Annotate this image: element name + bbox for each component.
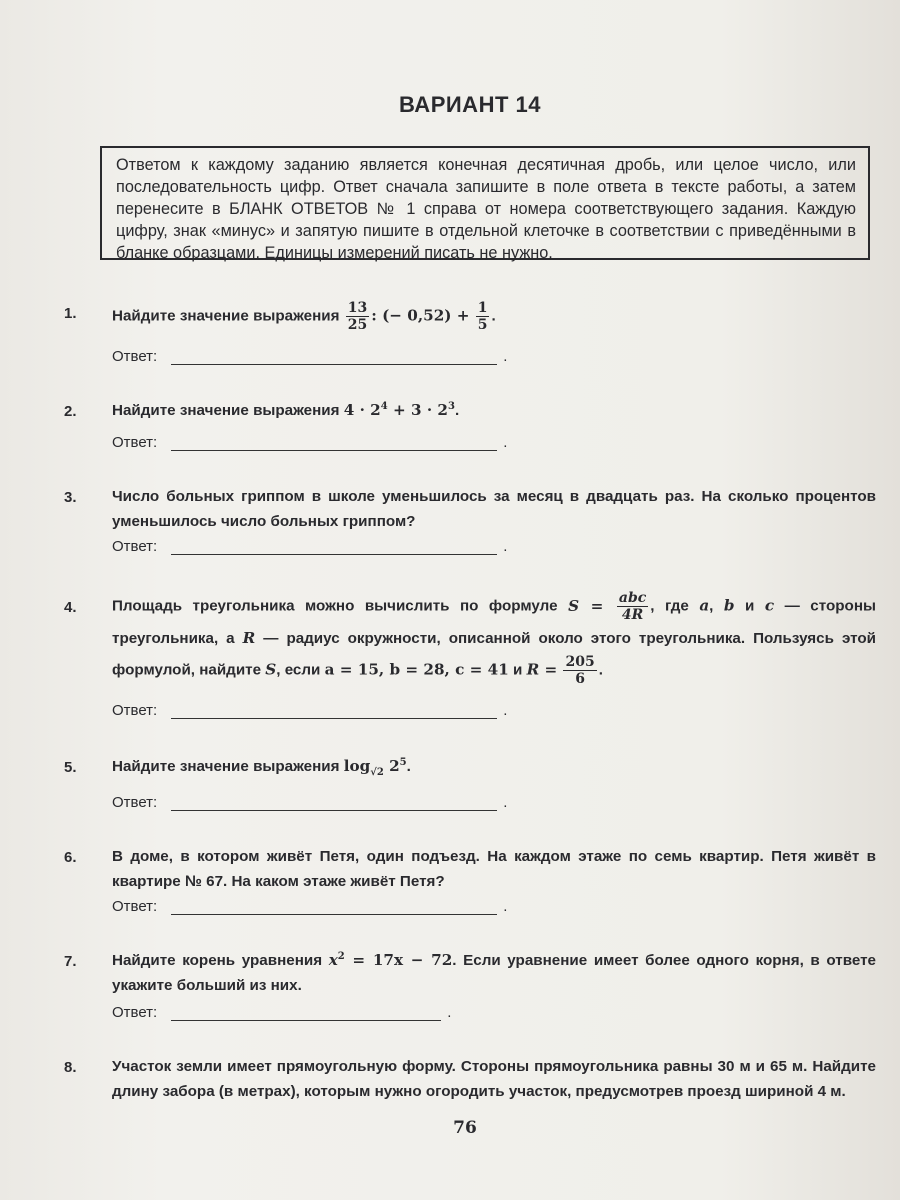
fraction: $\frac{\text{abc}}{4R}$ — [618, 590, 647, 623]
fraction-numerator: 13 — [347, 300, 368, 316]
answer-line[interactable] — [171, 900, 497, 915]
fraction — [346, 300, 369, 333]
fraction: $\frac{205}{6}$ — [565, 654, 595, 687]
answer-line[interactable] — [171, 796, 497, 811]
fraction-numerator: 1 — [477, 300, 488, 316]
task-text: В доме, в котором живёт Петя, один подъезд. На каждом этаже по семь квартир. Петя живёт в квартире № 67. На каком этаже живёт Петя? — [112, 848, 876, 890]
page-number: 76 — [453, 1118, 477, 1138]
answer-field-3[interactable]: Ответ: . — [112, 538, 508, 555]
formula: S = $\frac{\text{abc}}{4R}$ — [568, 590, 647, 623]
task-text: Число больных гриппом в школе уменьшилось за месяц в двадцать раз. На сколько процентов уменьшилось число больных гриппом? — [112, 488, 876, 530]
fraction-denominator: 25 — [347, 317, 368, 333]
task-number: 2. — [64, 403, 77, 420]
answer-label: Ответ: — [112, 1004, 158, 1021]
answer-field-2[interactable]: Ответ: . — [112, 434, 508, 451]
task-number: 3. — [64, 489, 77, 506]
answer-field-4[interactable]: Ответ: . — [112, 702, 508, 719]
answer-label: Ответ: — [112, 538, 158, 555]
answer-label: Ответ: — [112, 898, 158, 915]
expression: $4 \cdot 2^4 + 3 \cdot 2^3$ — [343, 400, 455, 419]
instructions-text: Ответом к каждому заданию является конечная десятичная дробь, или целое число, или последовательность цифр. Ответ сначала запишите в поле ответа в тексте работы, а затем перенесите в БЛАНК ОТВЕТОВ № 1 справа от номера соответствующего задания. Каждую цифру, знак «минус» и запятую пишите в отдельной клеточке в соответствии с приведёнными в бланке образцами. Единицы измерений писать не нужно. — [116, 156, 856, 262]
fraction-denominator: 5 — [477, 317, 488, 333]
task-number: 6. — [64, 849, 77, 866]
answer-line[interactable] — [171, 1006, 441, 1021]
equation: $x^2 = 17x - 72$ — [328, 950, 453, 969]
task-text: Площадь треугольника можно вычислить по формуле S = $\frac{\text{abc}}{4R}$ , где a, b и c — стороны треугольника, а R — радиус окружности, описанной около этого треугольника. Пользуясь этой формулой, найдите S, если a = 15, b = 28, c = 41 и R = $\frac{205}{6}$ . — [112, 590, 876, 687]
expression-part: : (− 0,52) + — [371, 306, 470, 325]
task-number: 4. — [64, 599, 77, 616]
answer-line[interactable] — [171, 540, 497, 555]
task-number: 7. — [64, 953, 77, 970]
fraction — [476, 300, 490, 333]
answer-field-7[interactable]: Ответ: . — [112, 1004, 452, 1021]
period: . — [491, 307, 496, 325]
task-text: Найдите значение выражения $4 \cdot 2^4 + 3 \cdot 2^3$. — [112, 400, 460, 419]
task-number: 5. — [64, 759, 77, 776]
answer-line[interactable] — [171, 704, 497, 719]
answer-label: Ответ: — [112, 702, 158, 719]
answer-label: Ответ: — [112, 794, 158, 811]
answer-field-6[interactable]: Ответ: . — [112, 898, 508, 915]
task-prompt: Найдите значение выражения — [112, 402, 340, 419]
instructions-box — [100, 146, 870, 260]
task-text — [112, 300, 876, 333]
task-prompt: Найдите значение выражения — [112, 307, 340, 325]
log-expression: $\log_{√2} 2^5$ — [343, 756, 407, 779]
task-text: Найдите значение выражения $\log_{√2} 2^5$. — [112, 756, 411, 779]
answer-field-5[interactable]: Ответ: . — [112, 794, 508, 811]
task-text: Участок земли имеет прямоугольную форму. Стороны прямоугольника равны 30 м и 65 м. Найдите длину забора (в метрах), которым нужно огородить участок, предусмотрев проезд шириной 4 м. — [112, 1058, 876, 1100]
answer-line[interactable] — [171, 350, 497, 365]
answer-field-1[interactable]: Ответ: . — [112, 348, 508, 365]
answer-label: Ответ: — [112, 348, 158, 365]
task-number: 1. — [64, 305, 77, 322]
task-text: Найдите корень уравнения $x^2 = 17x - 72$. Если уравнение имеет более одного корня, в ответе укажите больший из них. — [112, 950, 876, 994]
answer-label: Ответ: — [112, 434, 158, 451]
page-title: ВАРИАНТ 14 — [399, 92, 541, 117]
answer-line[interactable] — [171, 436, 497, 451]
task-number: 8. — [64, 1059, 77, 1076]
